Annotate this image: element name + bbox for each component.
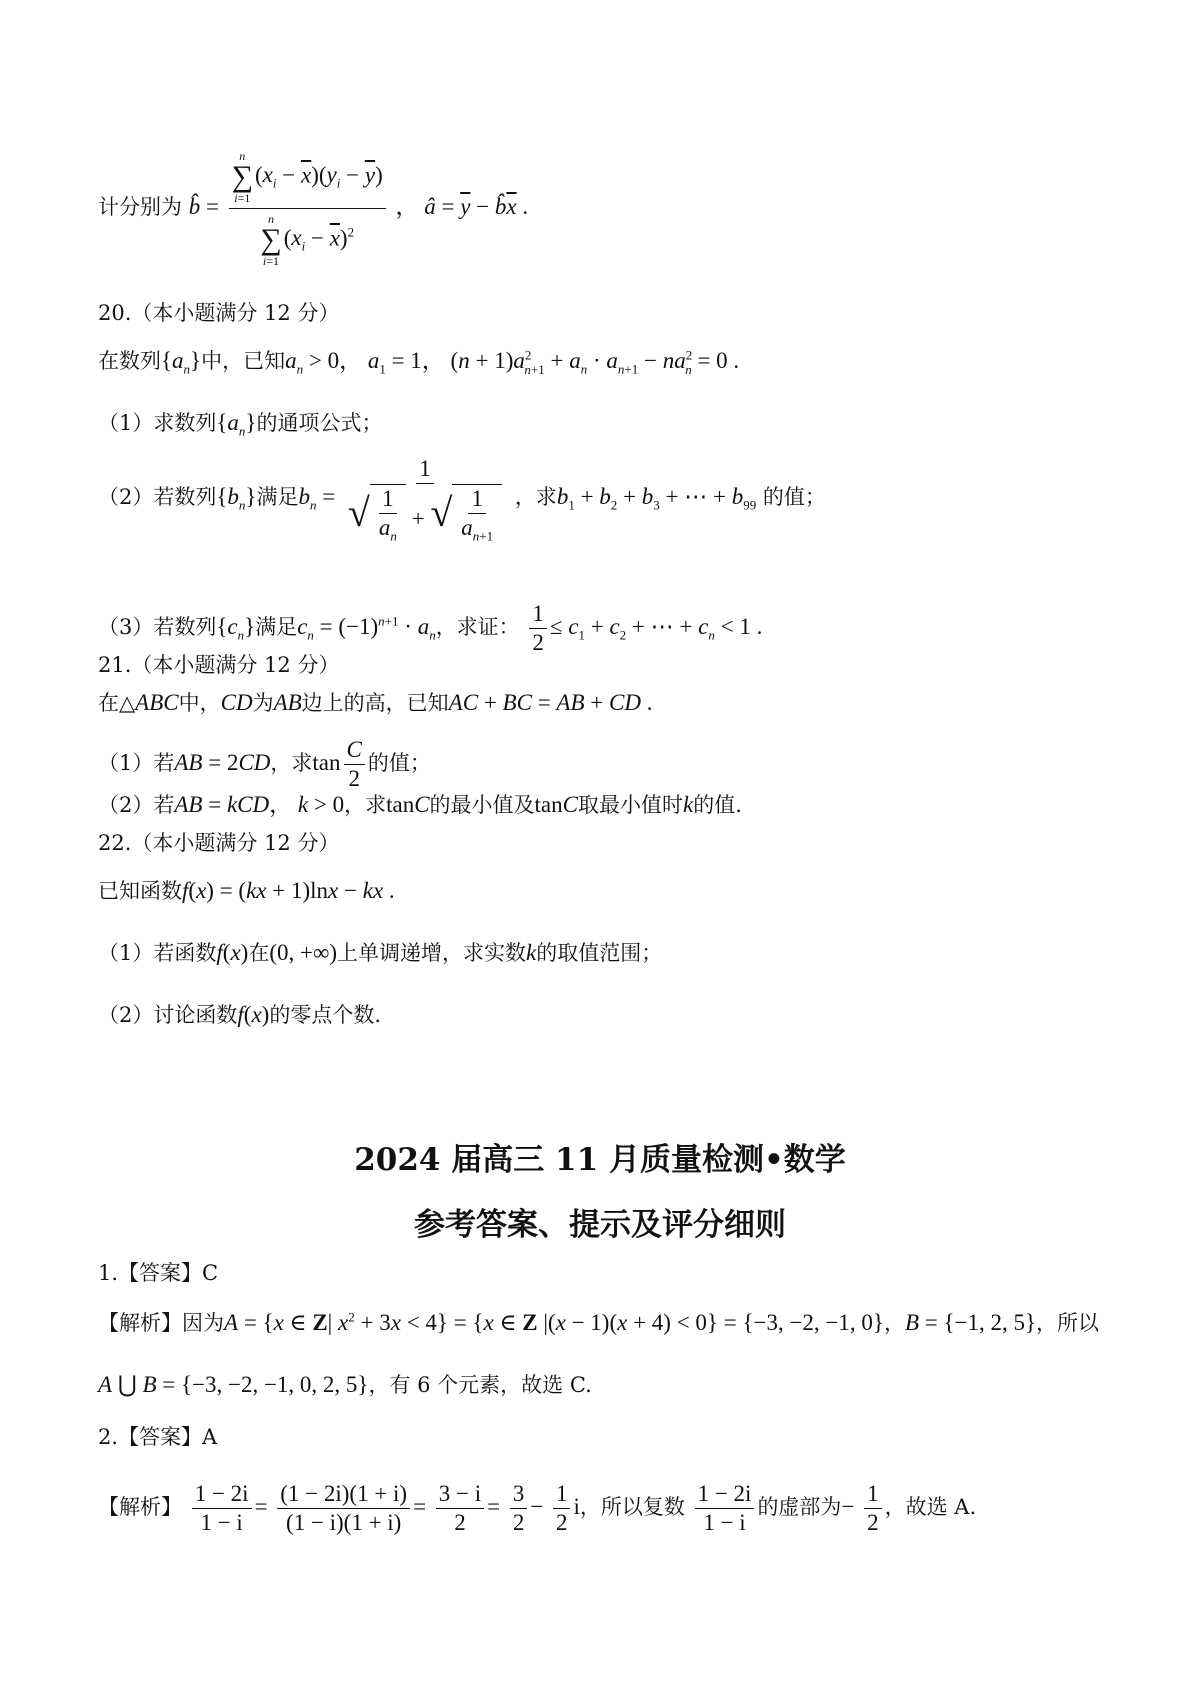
- bn-fraction: 1 √ $\frac{1}{a_n}$ + √ $\frac{1}{a_{n+1}}$: [345, 455, 505, 542]
- q20-part3: （3）若数列$\{c_n\}$满足$c_n = (-1)^{n+1} \cdot a_n$，求证： $\frac{1}{2}$ ≤ $c_1 + c_2$ + ⋯ + $c_n < 1$ .: [98, 601, 763, 655]
- q20-part1: （1）求数列$\{a_n\}$的通项公式；: [98, 410, 383, 439]
- q20-stem: 在数列$\{a_n\}$中，已知$a_n > 0$， $a_1 = 1$， $(n + 1)a^2_{n+1} + a_n \cdot a_{n+1} - na^2_n = 0$ .: [98, 347, 740, 377]
- regression-formula-line: 计分别为 b̂ = n ∑ i=1 $(x_i - \overline{x})(y_i - \overline{y})$ n ∑ i=1 $(x_i - \overline{x})^2$ ， â = $\overline{y}$ − $b̂\overline{x}$ .: [98, 149, 529, 268]
- answer-2-explanation: 【解析】 $\frac{1 - 2i}{1 - i}$ = $\frac{(1 - 2i)(1 + i)}{(1 - i)(1 + i)}$ = $\frac{3 - i}{2}$ = $\frac{3}{2}$ − $\frac{1}{2}$ i，所以复数 $\frac{1 - 2i}{1 - i}$ 的虚部为− $\frac{1}{2}$ ，故选 A.: [98, 1481, 977, 1535]
- answer-2-header: 2.【答案】A: [98, 1425, 218, 1449]
- answer-1-explanation: 【解析】因为A = {x ∈ Z| $x^2 + 3x < 4\} = \{x$ ∈ Z |(x − 1)(x + 4) < 0} = {−3, −2, −1, 0}，B = {−1, 2, 5}，所以: [98, 1309, 1100, 1335]
- q21-part2: （2）若AB = kCD， k > 0，求tanC的最小值及tanC取最小值时k的值.: [98, 792, 742, 817]
- q21-header: 21.（本小题满分 12 分）: [98, 653, 340, 677]
- q22-part1: （1）若函数f(x)在(0, +∞)上单调递增，求实数k的取值范围；: [98, 940, 663, 965]
- q21-stem: 在△ABC中，CD为AB边上的高，已知AC + BC = AB + CD .: [98, 690, 653, 715]
- b-hat-fraction: n ∑ i=1 $(x_i - \overline{x})(y_i - \overline{y})$ n ∑ i=1 $(x_i - \overline{x})^2$: [229, 150, 386, 267]
- answers-subtitle: 参考答案、提示及评分细则: [414, 1207, 786, 1243]
- q20-part2: （2）若数列$\{b_n\}$满足$b_n$ = 1 √ $\frac{1}{a_n}$ + √ $\frac{1}{a_{n+1}}$ ，求$b_1 + b_2 + b_3$ + ⋯ + $b_{99}$ 的值；: [98, 456, 826, 544]
- q20-header: 20.（本小题满分 12 分）: [98, 301, 340, 325]
- q22-part2: （2）讨论函数f(x)的零点个数.: [98, 1002, 382, 1027]
- intro-prefix: 计分别为: [98, 195, 182, 219]
- answer-1-header: 1.【答案】C: [98, 1261, 219, 1285]
- answers-title: 2024 届高三 11 月质量检测•数学: [354, 1142, 846, 1178]
- q21-part1: （1）若AB = 2CD，求tan $\frac{C}{2}$ 的值；: [98, 737, 431, 791]
- answer-1-union: A ⋃ B = {−3, −2, −1, 0, 2, 5}，有 6 个元素，故选 C.: [98, 1372, 592, 1397]
- q22-header: 22.（本小题满分 12 分）: [98, 831, 340, 855]
- q22-stem: 已知函数f(x) = (kx + 1)lnx − kx .: [98, 878, 395, 903]
